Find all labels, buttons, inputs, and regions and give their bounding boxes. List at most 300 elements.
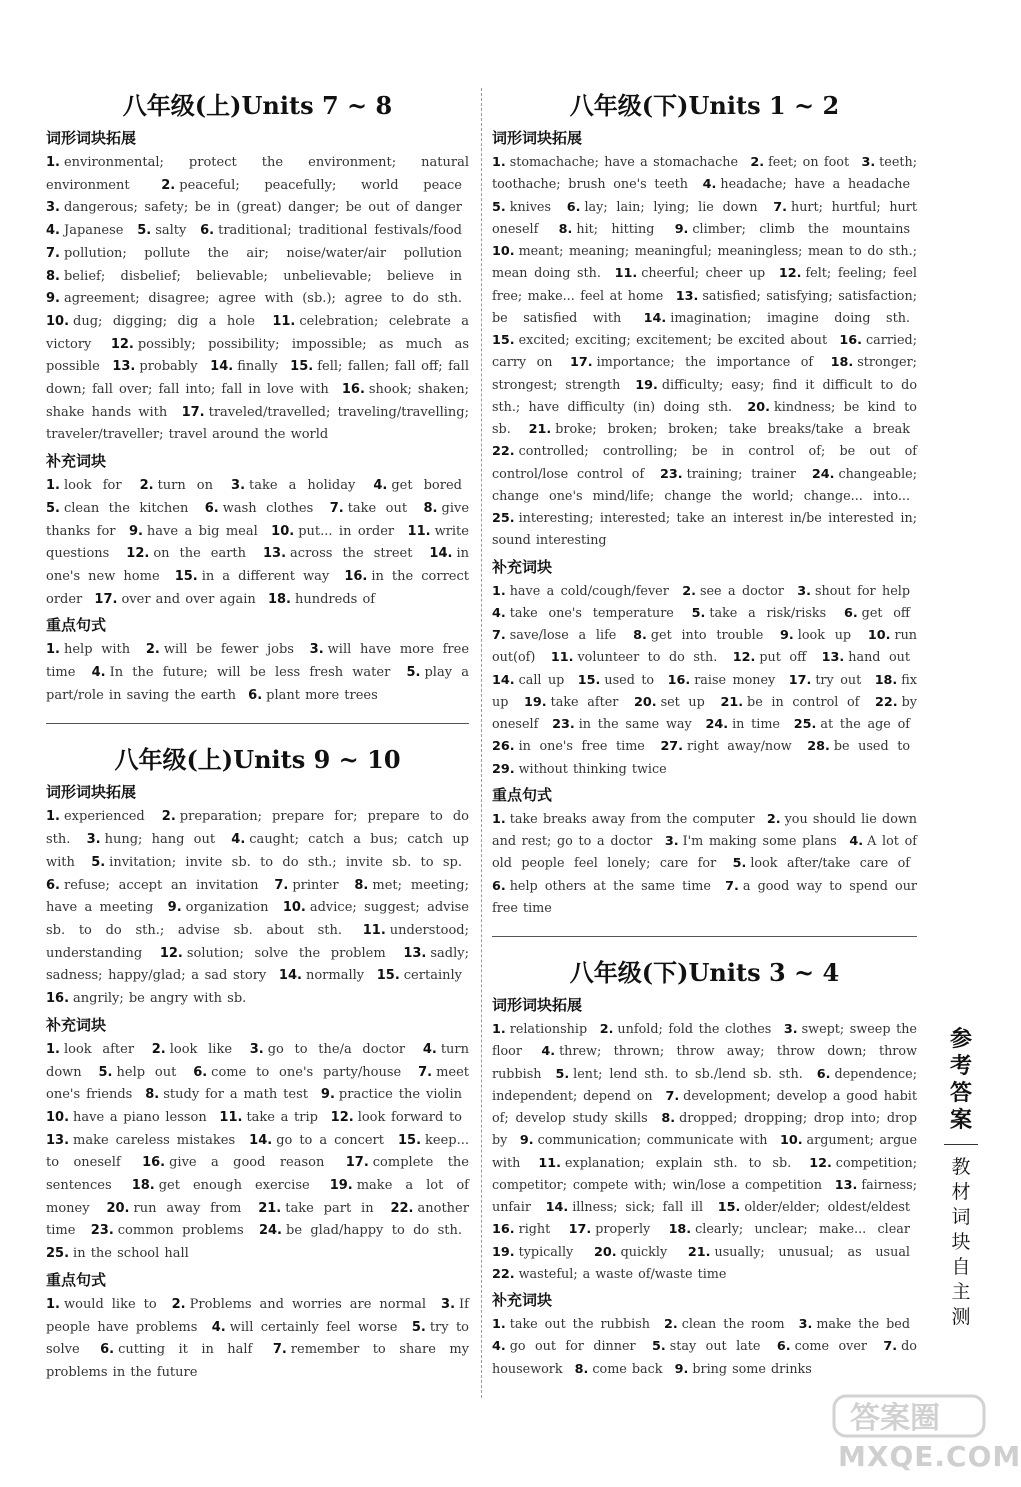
answer-text: certainly	[403, 968, 462, 984]
answer-number: 4.	[849, 834, 864, 849]
answer-number: 3.	[231, 478, 246, 494]
answer-text: have a cold/cough/fever	[509, 583, 669, 599]
answer-number: 6.	[193, 1064, 208, 1080]
answer-text: get off	[861, 605, 910, 621]
answer-text: unfold; fold the clothes	[617, 1022, 772, 1037]
answer-item	[46, 200, 469, 215]
answer-text: sadly; sadness; happy/glad; a sad story	[46, 945, 469, 984]
answer-text: organization	[185, 900, 269, 916]
answer-number: 14.	[545, 1200, 569, 1215]
column-divider	[481, 88, 482, 1398]
answer-text: used to	[604, 672, 655, 688]
answer-number: 1.	[492, 1022, 506, 1037]
answer-number: 2.	[161, 809, 176, 825]
answer-number: 12.	[732, 650, 756, 666]
answer-item	[718, 1200, 917, 1215]
answer-number: 13.	[675, 288, 699, 304]
section-heading: 词形词块拓展	[46, 783, 137, 802]
answer-text: put off	[759, 650, 807, 666]
answer-item	[692, 606, 834, 621]
answer-text: experienced	[63, 809, 145, 825]
section-heading: 补充词块	[492, 1291, 553, 1309]
answer-text: take out	[347, 500, 408, 516]
answer-number: 18.	[874, 672, 898, 688]
answer-number: 5.	[555, 1066, 570, 1082]
answer-text: pollution; pollute the air; noise/water/air pollution	[63, 245, 462, 261]
answer-item	[152, 1042, 239, 1057]
answer-number: 17.	[788, 672, 812, 688]
answer-number: 3.	[441, 1296, 456, 1312]
answer-number: 3.	[309, 642, 324, 658]
answer-number: 2.	[161, 177, 176, 193]
answer-number: 12.	[809, 1155, 832, 1171]
answer-text: volunteer to do sth.	[577, 650, 718, 666]
answer-item	[555, 1067, 809, 1082]
answer-item	[145, 1087, 315, 1102]
answer-number: 29.	[492, 761, 515, 777]
answer-text: try out	[815, 672, 862, 688]
answer-number: 24.	[811, 466, 835, 482]
answer-item	[660, 467, 803, 482]
answer-number: 11.	[550, 650, 574, 666]
answer-text: Japanese	[63, 223, 124, 239]
answer-item	[529, 422, 917, 437]
answer-number: 24.	[258, 1223, 282, 1239]
answer-text: traveled/travelled; traveling/travelling; traveler/traveller; travel around the world	[46, 404, 469, 443]
section-heading: 词形词块拓展	[492, 129, 583, 147]
answer-item	[126, 546, 253, 561]
answer-text: be in control of	[747, 694, 860, 710]
answer-number: 5.	[46, 500, 60, 516]
answer-text: in one's new home	[46, 546, 469, 584]
answer-number: 5.	[732, 856, 747, 872]
answer-number: 12.	[159, 945, 183, 961]
answer-number: 2.	[145, 642, 160, 658]
answer-text: carried; carry on	[492, 333, 917, 371]
side-tab-bottom	[938, 1155, 984, 1330]
answer-list	[492, 809, 917, 920]
answer-number: 4.	[46, 223, 60, 239]
answer-number: 2.	[750, 155, 765, 170]
answer-item	[99, 1065, 184, 1080]
answer-number: 1.	[46, 809, 60, 825]
answer-list	[492, 581, 917, 781]
answer-text: hundreds of	[294, 591, 376, 607]
answer-number: 20.	[747, 399, 770, 415]
answer-text: make a lot of money	[46, 1178, 469, 1216]
answer-number: 3.	[664, 834, 679, 849]
answer-number: 15.	[398, 1132, 422, 1148]
answer-item	[46, 269, 469, 284]
answer-text: at the age of	[820, 717, 910, 732]
answer-text: be used to	[833, 739, 911, 755]
answer-item	[271, 524, 401, 539]
answer-number: 26.	[492, 739, 515, 755]
section-heading: 词形词块拓展	[492, 996, 583, 1014]
answer-item	[750, 155, 856, 170]
side-tab-char: 主	[951, 1281, 971, 1303]
answer-item	[492, 628, 623, 643]
answer-text: come to one's party/house	[211, 1064, 402, 1080]
answer-text: run out(of)	[492, 628, 918, 666]
answer-number: 2.	[151, 1041, 166, 1057]
answer-text: explanation; explain sth. to sb.	[564, 1155, 792, 1171]
answer-text: possibly; possibility; impossible; as much as possible	[46, 336, 469, 375]
answer-text: by oneself	[492, 694, 917, 732]
answer-number: 9.	[167, 900, 182, 916]
answer-text: remember to share my problems in the future	[46, 1342, 469, 1380]
answer-number: 6.	[200, 223, 215, 239]
answer-text: on the earth	[153, 546, 247, 562]
answer-number: 9.	[780, 628, 794, 643]
answer-number: 18.	[267, 591, 291, 607]
side-tab-char: 教	[951, 1156, 971, 1178]
answer-number: 6.	[100, 1342, 115, 1358]
answer-item	[200, 223, 469, 238]
answer-item	[46, 223, 130, 238]
answer-number: 14.	[643, 310, 667, 326]
answer-text: agreement; disagree; agree with (sb.); agree to do sth.	[63, 291, 462, 307]
left-column	[46, 88, 469, 1385]
watermark	[832, 1390, 1021, 1480]
answer-text: get bored	[391, 478, 462, 494]
answer-number: 5.	[406, 665, 421, 681]
answer-number: 8.	[145, 1087, 160, 1103]
answer-item	[46, 478, 129, 493]
answer-number: 16.	[839, 333, 862, 348]
answer-item	[142, 1155, 331, 1170]
answer-item	[594, 1245, 674, 1260]
answer-number: 9.	[320, 1087, 335, 1103]
answer-item	[46, 314, 262, 329]
section-heading: 重点句式	[46, 1270, 107, 1289]
answer-text: you should lie down and rest; go to a doctor	[492, 811, 918, 849]
side-tab-char: 参	[949, 1027, 972, 1052]
answer-list	[492, 1314, 917, 1381]
answer-item	[321, 1087, 469, 1102]
answer-number: 15.	[290, 359, 314, 375]
answer-number: 3.	[46, 200, 60, 216]
answer-number: 15.	[376, 968, 400, 984]
answer-number: 5.	[91, 854, 106, 870]
answer-number: 10.	[492, 244, 515, 259]
answer-number: 9.	[128, 523, 143, 539]
answer-text: belief; disbelief; believable; unbelievable; believe in	[63, 268, 462, 284]
answer-number: 1.	[492, 583, 506, 599]
answer-number: 16.	[667, 672, 691, 688]
answer-number: 13.	[263, 546, 287, 562]
answer-text: shook; shaken; shake hands with	[46, 382, 469, 420]
answer-item	[492, 1317, 657, 1332]
answer-text: look for	[63, 478, 122, 494]
answer-number: 8.	[46, 268, 60, 284]
answer-text: will be fewer jobs	[163, 642, 294, 658]
answer-item	[140, 478, 220, 493]
answer-number: 3.	[783, 1022, 798, 1037]
answer-text: play a part/role in saving the earth	[46, 665, 469, 703]
answer-item	[703, 177, 917, 192]
answer-text: across the street	[290, 546, 413, 562]
answer-number: 15.	[577, 672, 601, 688]
answer-number: 23.	[660, 466, 683, 482]
answer-text: fairness; unfair	[492, 1177, 917, 1215]
answer-item	[137, 223, 193, 238]
answer-number: 2.	[599, 1022, 614, 1037]
answer-item	[219, 1110, 325, 1125]
answer-text: in the same way	[578, 717, 692, 732]
unit-title: 八年级(上)Units 9 ~ 10	[114, 745, 401, 775]
answer-text: celebration; celebrate a victory	[46, 313, 469, 352]
answer-text: a good way to spend our free time	[492, 878, 917, 916]
answer-item	[377, 968, 469, 983]
answer-item	[546, 1200, 710, 1215]
answer-list	[46, 1039, 469, 1266]
answer-text: knives	[509, 199, 552, 215]
answer-number: 14.	[278, 968, 302, 984]
answer-item	[92, 665, 398, 680]
answer-number: 17.	[181, 404, 205, 420]
answer-text: threw; thrown; throw away; throw down; throw rubbish	[492, 1044, 917, 1082]
answer-item	[492, 879, 718, 894]
answer-item	[720, 695, 866, 710]
answer-text: will have more free time	[46, 642, 470, 681]
answer-number: 25.	[793, 717, 817, 732]
unit-separator	[46, 723, 469, 724]
answer-text: In the future; will be less fresh water	[109, 665, 391, 681]
answer-text: study for a math test	[163, 1087, 308, 1103]
answer-number: 11.	[272, 313, 296, 329]
answer-item	[249, 1133, 391, 1148]
answer-item	[552, 717, 699, 732]
answer-list	[46, 806, 469, 1010]
answer-text: look like	[169, 1041, 233, 1057]
answer-text: take a risk/risks	[709, 605, 827, 621]
answer-number: 23.	[552, 717, 575, 732]
answer-item	[129, 524, 265, 539]
answer-text: wasteful; a waste of/waste time	[518, 1266, 727, 1282]
answer-item	[274, 878, 345, 893]
answer-number: 6.	[204, 500, 219, 516]
answer-number: 4.	[91, 665, 106, 681]
answer-text: communication; communicate with	[537, 1133, 768, 1149]
answer-text: usually; unusual; as usual	[714, 1244, 910, 1260]
answer-item	[91, 855, 469, 870]
answer-text: A lot of old people feel lonely; care for	[492, 834, 917, 872]
answer-text: help others at the same time	[509, 878, 711, 894]
answer-text: raise money	[694, 672, 776, 688]
answer-item	[258, 1201, 380, 1216]
answer-item	[161, 178, 469, 193]
answer-text: complete the sentences	[46, 1155, 469, 1194]
answer-text: If people have problems	[46, 1296, 469, 1335]
side-tab-char: 词	[951, 1206, 971, 1228]
answer-number: 2.	[139, 478, 154, 494]
answer-number: 25.	[492, 511, 515, 526]
answer-number: 4.	[702, 177, 717, 193]
answer-text: bring some drinks	[692, 1361, 812, 1377]
answer-item	[688, 1245, 917, 1260]
answer-item	[248, 688, 385, 703]
answer-item	[664, 1317, 792, 1332]
answer-number: 11.	[407, 523, 431, 539]
answer-number: 9.	[674, 221, 689, 237]
answer-number: 7.	[492, 628, 506, 643]
answer-number: 13.	[403, 945, 427, 961]
answer-text: turn down	[46, 1041, 469, 1080]
answer-item	[492, 762, 674, 777]
answer-number: 12.	[778, 266, 802, 282]
answer-text: make the bed	[816, 1317, 910, 1332]
answer-number: 1.	[46, 155, 60, 170]
answer-text: importance; the importance of	[596, 355, 814, 371]
answer-number: 25.	[46, 1246, 70, 1262]
answer-number: 7.	[725, 878, 739, 894]
answer-number: 12.	[126, 546, 150, 562]
answer-number: 16.	[46, 991, 70, 1007]
answer-item	[263, 546, 419, 561]
answer-text: argument; argue with	[492, 1133, 917, 1171]
answer-number: 5.	[137, 223, 152, 239]
answer-item	[373, 478, 469, 493]
section-heading: 补充词块	[492, 557, 553, 576]
answer-number: 6.	[816, 1066, 831, 1082]
answer-number: 10.	[282, 900, 306, 916]
answer-text: fell; fallen; fall off; fall down; fall over; fall into; fall in love with	[46, 359, 469, 398]
answer-number: 17.	[568, 1222, 592, 1238]
answer-text: stay out late	[669, 1339, 761, 1355]
answer-text: in a different way	[201, 568, 330, 584]
answer-number: 8.	[354, 877, 369, 893]
watermark-logo-text: 答案圈	[850, 1401, 940, 1436]
answer-text: take part in	[285, 1200, 374, 1216]
answer-number: 8.	[633, 628, 647, 643]
answer-text: peaceful; peacefully; world peace	[179, 177, 462, 193]
answer-number: 9.	[519, 1133, 534, 1149]
answer-text: hung; hang out	[104, 832, 216, 848]
answer-text: in the school hall	[73, 1246, 189, 1262]
answer-item	[205, 501, 321, 516]
answer-text: get into trouble	[650, 628, 764, 643]
answer-text: imagination; imagine doing sth.	[670, 310, 910, 326]
answer-number: 18.	[830, 355, 854, 371]
answer-number: 21.	[528, 422, 552, 437]
answer-item	[46, 291, 469, 306]
answer-item	[46, 1133, 242, 1148]
answer-text: give thanks for	[46, 500, 470, 539]
answer-text: turn on	[157, 478, 213, 494]
answer-text: save/lose a life	[509, 628, 617, 643]
answer-text: training; trainer	[686, 466, 797, 482]
answer-item	[212, 1320, 405, 1335]
answer-text: advice; suggest; advise sb. to do sth.; advise sb. about sth.	[46, 900, 470, 938]
answer-number: 8.	[574, 1361, 589, 1377]
answer-number: 10.	[867, 628, 891, 643]
answer-number: 13.	[821, 650, 845, 666]
answer-number: 1.	[46, 642, 60, 658]
answer-number: 6.	[566, 199, 581, 215]
answer-text: in one's free time	[518, 739, 645, 755]
answer-item	[168, 900, 276, 915]
answer-text: go out for dinner	[509, 1339, 636, 1355]
answer-number: 14.	[429, 546, 453, 562]
answer-list	[46, 1294, 469, 1385]
side-tab-top	[938, 1026, 984, 1134]
answer-text: controlled; controlling; be in control of; be out of control/lose control of	[492, 444, 917, 482]
answer-text: I'm making some plans	[682, 834, 837, 849]
answer-number: 16.	[341, 382, 365, 398]
answer-number: 7.	[272, 1342, 287, 1358]
answer-number: 4.	[231, 832, 246, 848]
answer-number: 4.	[422, 1041, 437, 1057]
answer-item	[87, 832, 222, 847]
unit-block	[492, 955, 917, 1381]
answer-text: common problems	[117, 1223, 244, 1239]
answer-number: 6.	[776, 1339, 791, 1355]
answer-text: feet; on foot	[768, 155, 850, 170]
answer-text: clean the kitchen	[63, 500, 189, 516]
answer-text: another time	[46, 1200, 469, 1239]
answer-item	[46, 246, 469, 261]
answer-number: 15.	[492, 333, 515, 348]
unit-separator	[492, 936, 917, 937]
answer-number: 3.	[798, 1317, 813, 1332]
answer-text: over and over again	[121, 591, 256, 607]
answer-text: help with	[63, 642, 131, 658]
answer-item	[794, 717, 917, 732]
answer-text: lay; lain; lying; lie down	[584, 199, 758, 215]
answer-item	[492, 1267, 733, 1282]
answer-item	[633, 628, 770, 643]
answer-item	[492, 1339, 643, 1354]
answer-text: understood; understanding	[46, 922, 469, 961]
section-heading: 词形词块拓展	[46, 129, 137, 147]
answer-number: 13.	[46, 1132, 70, 1148]
answer-text: practice the violin	[338, 1087, 462, 1103]
answer-list	[492, 152, 917, 553]
answer-item	[551, 650, 724, 665]
answer-text: call up	[518, 672, 565, 688]
answer-text: take a trip	[246, 1109, 318, 1125]
answer-item	[575, 1362, 670, 1377]
answer-text: write questions	[46, 523, 469, 562]
answer-text: satisfied; satisfying; satisfaction; be satisfied with	[492, 288, 917, 326]
answer-text: meant; meaning; meaningful; meaningless; mean to do sth.; mean doing sth.	[492, 244, 917, 282]
answer-item	[46, 991, 253, 1006]
answer-number: 4.	[492, 605, 506, 621]
answer-item	[91, 1223, 251, 1238]
answer-number: 4.	[373, 478, 388, 494]
answer-text: go to a concert	[276, 1132, 384, 1148]
answer-number: 8.	[423, 500, 438, 516]
answer-item	[492, 333, 834, 348]
answer-item	[46, 1246, 196, 1261]
answer-item	[807, 739, 917, 754]
answer-text: right	[518, 1222, 551, 1238]
answer-item	[675, 222, 917, 237]
answer-item	[669, 1222, 917, 1237]
answer-item	[705, 717, 787, 732]
answer-text: wash clothes	[222, 500, 314, 516]
answer-text: meet one's friends	[46, 1064, 470, 1103]
answer-item	[46, 1042, 141, 1057]
answer-number: 3.	[249, 1041, 264, 1057]
answer-text: keep... to oneself	[46, 1132, 470, 1171]
answer-text: cutting it in half	[118, 1342, 253, 1358]
unit-title: 八年级(上)Units 7 ~ 8	[122, 91, 393, 120]
answer-item	[733, 650, 813, 665]
answer-item	[112, 359, 204, 374]
answer-text: properly	[595, 1222, 651, 1238]
